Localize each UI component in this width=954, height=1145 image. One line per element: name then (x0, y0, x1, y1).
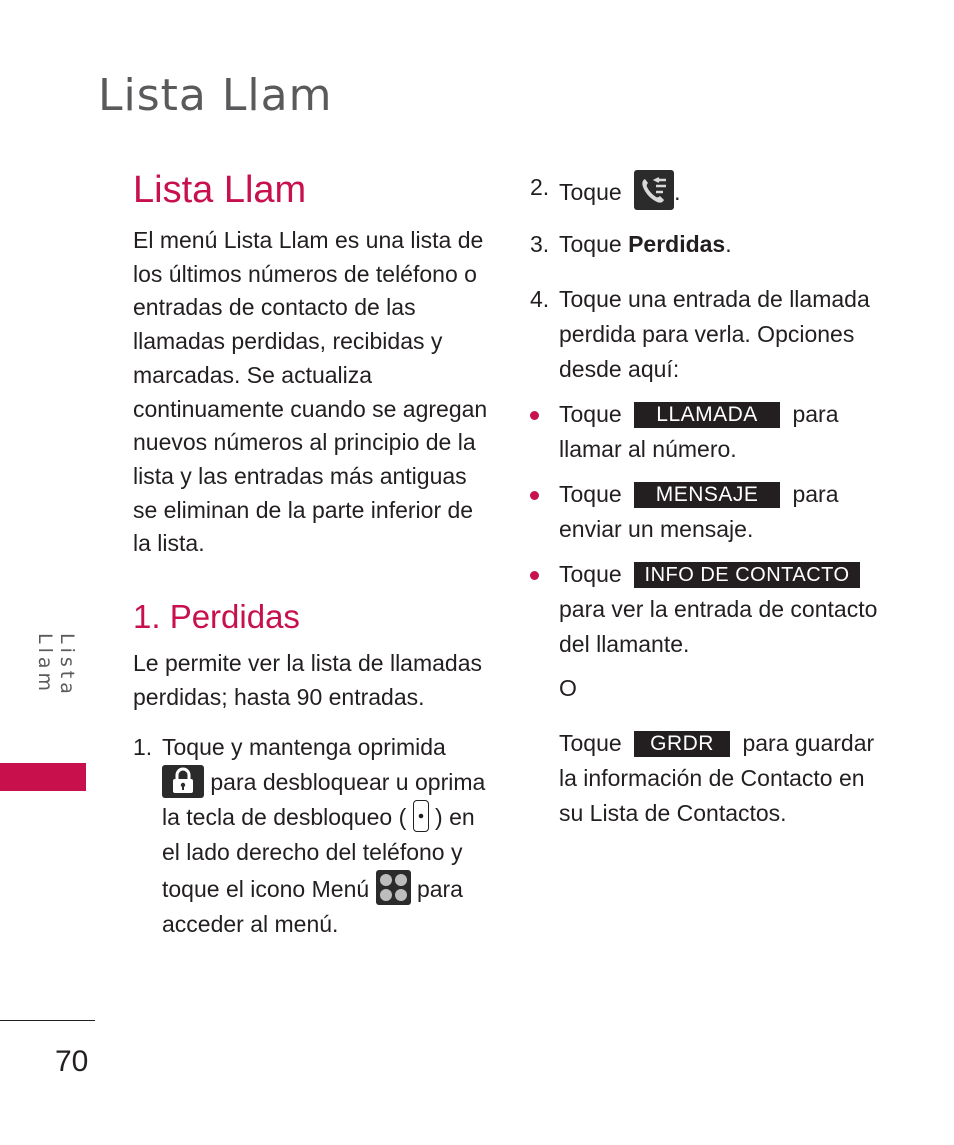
bullet-dot (530, 491, 539, 500)
step-3 (530, 227, 890, 262)
step-text: para desbloquear u oprima la tecla de desbloqueo (162, 769, 486, 831)
call-log-icon (634, 170, 674, 210)
step-number: 2. (530, 174, 550, 200)
step-number: 1. (133, 734, 153, 761)
bullet-dot (530, 571, 539, 580)
or-separator: O (559, 675, 577, 701)
bullet-text: para enviar un mensaje. (559, 481, 839, 542)
step-text: Toque (559, 179, 622, 205)
step-text: Toque (559, 231, 622, 257)
save-instruction (530, 726, 890, 831)
left-column (133, 168, 493, 942)
step-1 (133, 730, 493, 942)
bullet-message (530, 477, 890, 547)
subsection-paragraph: Le permite ver la lista de llamadas perdidas; hasta 90 entradas. (133, 650, 482, 710)
step-text: . (674, 179, 681, 205)
side-section-label: Lista Llam (34, 633, 78, 698)
step-text: . (725, 231, 732, 257)
subsection-title: 1. Perdidas (133, 598, 300, 636)
bullet-text: Toque (559, 401, 622, 427)
unlock-key-icon (413, 800, 429, 832)
bullet-text: Toque (559, 481, 622, 507)
bullet-text: para ver la entrada de contacto del llamante. (559, 596, 878, 657)
bullet-dot (530, 411, 539, 420)
page-header-title: Lista Llam (98, 70, 333, 121)
mensaje-button[interactable]: MENSAJE (634, 482, 780, 508)
right-column (530, 170, 890, 831)
step-text: Toque una entrada de llamada perdida para verla. Opciones desde aquí: (559, 286, 870, 382)
step-text: ) en el lado derecho del teléfono y toque el icono Menú (162, 804, 475, 903)
side-tab-marker (0, 763, 86, 791)
step-text: ( (398, 804, 407, 831)
page-number: 70 (55, 1045, 89, 1078)
step-text: para acceder al menú. (162, 876, 463, 938)
bullet-text: para guardar la información de Contacto en su Lista de Contactos. (559, 730, 875, 826)
section-title: Lista Llam (133, 169, 307, 211)
menu-icon (376, 870, 411, 905)
lock-icon (162, 765, 204, 798)
bullet-text: para llamar al número. (559, 401, 839, 462)
step-bold-text: Perdidas (628, 231, 726, 257)
bullet-call (530, 397, 890, 467)
intro-paragraph: El menú Lista Llam es una lista de los últimos números de teléfono o entradas de contacto de las llamadas perdidas, recibidas y marcadas. Se actualiza continuamente cuando se agregan nuevos números al principio de la lista y las entradas más antiguas se eliminan de la parte inferior de la lista. (133, 227, 488, 557)
llamada-button[interactable]: LLAMADA (634, 402, 780, 428)
bullet-contact-info (530, 557, 890, 662)
step-number: 3. (530, 231, 550, 257)
bullet-text: Toque (559, 730, 622, 756)
grdr-button[interactable]: GRDR (634, 731, 730, 757)
footer-rule (0, 1020, 95, 1021)
step-4 (530, 282, 890, 387)
step-2 (530, 170, 890, 210)
bullet-text: Toque (559, 561, 622, 587)
info-de-contacto-button[interactable]: INFO DE CONTACTO (634, 562, 860, 588)
step-text: Toque y mantenga oprimida (162, 734, 446, 761)
step-number: 4. (530, 286, 550, 312)
